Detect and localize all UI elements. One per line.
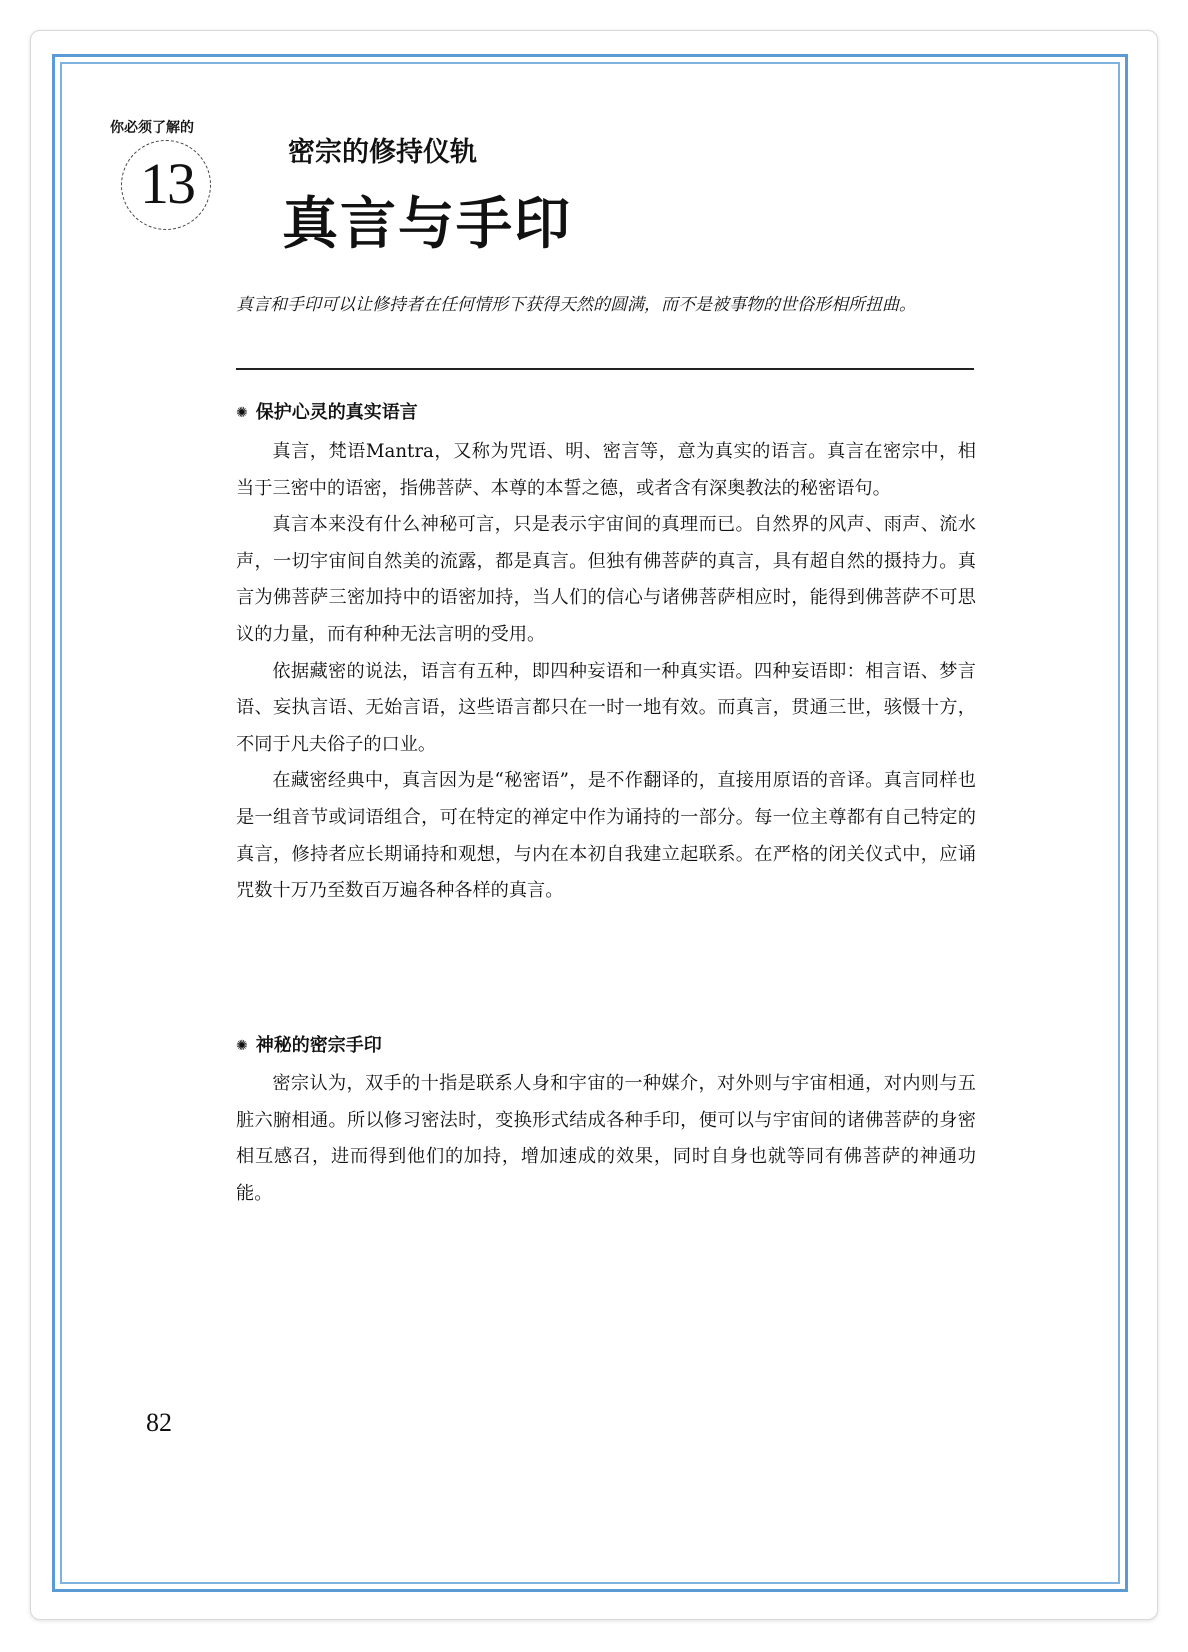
section-body [236,1066,976,1212]
page-number: 82 [146,1408,172,1437]
paragraph: 密宗认为，双手的十指是联系人身和宇宙的一种媒介，对外则与宇宙相通，对内则与五脏六腑相通。所以修习密法时，变换形式结成各种手印，便可以与宇宙间的诸佛菩萨的身密相互感召，进而得到他们的加持，增加速成的效果，同时自身也就等同有佛菩萨的神通功能。 [236,1073,976,1204]
paragraph: 在藏密经典中，真言因为是“秘密语”，是不作翻译的，直接用原语的音译。真言同样也是一组音节或词语组合，可在特定的禅定中作为诵持的一部分。每一位主尊都有自己特定的真言，修持者应长期诵持和观想，与内在本初自我建立起联系。在严格的闭关仪式中，应诵咒数十万乃至数百万遍各种各样的真言。 [236,770,976,902]
paragraph: 依据藏密的说法，语言有五种，即四种妄语和一种真实语。四种妄语即：相言语、梦言语、妄执言语、无始言语，这些语言都只在一时一地有效。而真言，贯通三世，骇慑十方，不同于凡夫俗子的口业。 [236,660,976,755]
chapter-title: 真言与手印 [282,192,572,257]
chapter-subtitle: 密宗的修持仪轨 [288,137,477,168]
chapter-abstract: 真言和手印可以让修持者在任何情形下获得天然的圆满，而不是被事物的世俗形相所扭曲。 [236,295,916,315]
paragraph: 真言本来没有什么神秘可言，只是表示宇宙间的真理而已。自然界的风声、雨声、流水声，一切宇宙间自然美的流露，都是真言。但独有佛菩萨的真言，具有超自然的摄持力。真言为佛菩萨三密加持中的语密加持，当人们的信心与诸佛菩萨相应时，能得到佛菩萨不可思议的力量，而有种种无法言明的受用。 [236,514,976,645]
paragraph: 真言，梵语Mantra，又称为咒语、明、密言等，意为真实的语言。真言在密宗中，相当于三密中的语密，指佛菩萨、本尊的本誓之德，或者含有深奥教法的秘密语句。 [236,441,976,499]
section-body [236,434,976,910]
section-heading [236,401,418,425]
bullet-icon: ✺ [236,1038,248,1054]
divider [236,368,974,370]
section-heading-text: 保护心灵的真实语言 [255,402,418,423]
series-label: 你必须了解的 [110,120,194,136]
chapter-number-badge [121,140,211,230]
section-heading [236,1034,382,1058]
bullet-icon: ✺ [236,405,248,421]
chapter-number: 13 [140,151,194,216]
section-heading-text: 神秘的密宗手印 [255,1035,382,1056]
